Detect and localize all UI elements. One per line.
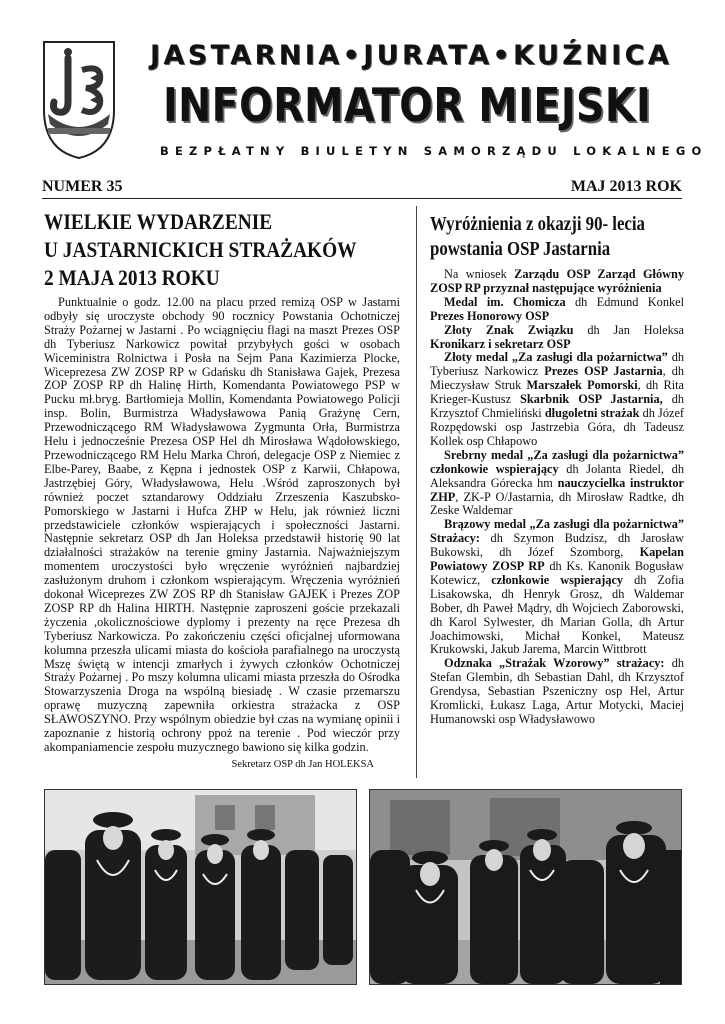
headline-line: Wyróżnienia z okazji 90- lecia <box>430 213 645 235</box>
headline-line: powstania OSP Jastarnia <box>430 238 611 260</box>
awards-paragraph <box>430 296 684 324</box>
bold-run: nauczycielka instruktor ZHP <box>430 475 684 504</box>
text-run: dh Krzysztof Chmieliński <box>430 392 684 421</box>
headline-line: WIELKIE WYDARZENIE <box>44 209 273 234</box>
headline-line: U JASTARNICKICH STRAŻAKÓW <box>44 237 357 262</box>
bold-run: Odznaka „Strażak Wzorowy” strażacy: <box>444 656 665 671</box>
awards-paragraph <box>430 324 684 352</box>
bold-run: członkowie wspierający <box>491 572 624 587</box>
bold-run: Prezes Honorowy OSP <box>430 308 550 323</box>
issue-bar <box>42 178 682 199</box>
column-divider <box>416 206 417 778</box>
bold-run: Złoty Znak Związku <box>444 322 574 337</box>
awards-paragraph <box>430 268 684 296</box>
bold-run: Srebrny medal „Za zasługi dla pożarnictwa” członkowie wspierający <box>430 447 684 476</box>
awards-headline <box>430 212 682 262</box>
masthead-title: INFORMATOR MIEJSKI <box>163 78 652 132</box>
bold-run: Kronikarz i sekretarz OSP <box>430 336 571 351</box>
issue-date: MAJ 2013 ROK <box>570 178 682 195</box>
bold-run: Złoty medal „Za zasługi dla pożarnictwa” <box>444 350 668 365</box>
awards-paragraph <box>430 657 684 727</box>
masthead-subtitle: BEZPŁATNY BIULETYN SAMORZĄDU LOKALNEGO <box>160 144 708 158</box>
photo-firefighters-parade <box>44 789 357 985</box>
main-article-headline <box>44 208 405 292</box>
bold-run: Prezes OSP Jastarnia <box>544 364 663 379</box>
text-run: , dh Mieczysław Struk <box>430 364 684 393</box>
main-article <box>44 208 400 770</box>
text-run: dh Stefan Glembin, dh Sebastian Dahl, dh Krzysztof Grendysa, Sebastian Pszeniczny osp Hel, Artur Kromlicki, Łukasz Laga, Artur Motycki, Maciej Humanowski osp Władysławowo <box>430 656 684 726</box>
bold-run: Kapelan Powiatowy ZOSP RP <box>430 545 684 574</box>
coat-of-arms-logo <box>42 40 116 160</box>
text-run: dh Jan Holeksa <box>573 322 684 337</box>
text-run: dh Jolanta Riedel, dh Aleksandra Górecka hm <box>430 461 684 490</box>
text-run: dh Szymon Budzisz, dh Jarosław Bukowski, dh Józef Szomborg, <box>430 531 684 560</box>
headline-line: 2 MAJA 2013 ROKU <box>44 265 220 290</box>
article-signature: Sekretarz OSP dh Jan HOLEKSA <box>231 758 374 770</box>
text-run: , dh Rita Krieger-Kustusz <box>430 378 684 407</box>
text-run: dh Tyberiusz Narkowicz <box>430 350 684 379</box>
photo-award-ceremony <box>369 789 682 985</box>
bold-run: Medal im. Chomicza <box>444 294 566 309</box>
bold-run: Skarbnik OSP Jastarnia, <box>520 392 663 407</box>
awards-body <box>430 268 684 727</box>
text-run: dh Edmund Konkel <box>565 294 684 309</box>
bold-run: Zarządu OSP Zarząd Główny ZOSP RP przyznał następujące wyróżnienia <box>430 267 684 295</box>
masthead-towns: JASTARNIA•JURATA•KUŹNICA <box>150 40 673 71</box>
text-run: , ZK-P O/Jastarnia, dh Mirosław Radtke, dh Zeske Waldemar <box>430 489 684 518</box>
bold-run: Brązowy medal „Za zasługi dla pożarnictwa” Strażacy: <box>430 517 684 546</box>
bold-run: długoletni strażak <box>544 406 640 421</box>
text-run: dh Zofia Lisakowska, dh Henryk Grosz, dh Waldemar Bober, dh Paweł Mądry, dh Wojciech Zaborowski, dh Karol Sylwester, dh Marian Golla, dh Artur Joachimowski, Michał Konkel, Mateusz Krukowski, Jakub Jarema, Marcin Wittbrott <box>430 572 684 657</box>
bold-run: Marszałek Pomorski <box>526 378 638 393</box>
awards-paragraph <box>430 518 684 657</box>
issue-number: NUMER 35 <box>42 178 123 195</box>
text-run: dh Ks. Kanonik Bogusław Kotewicz, <box>430 559 685 587</box>
text-run: dh Józef Rozpędowski osp Jastrzebia Góra, dh Tadeusz Kollek osp Chłapowo <box>430 406 684 448</box>
main-article-body: Punktualnie o godz. 12.00 na placu przed remizą OSP w Jastarni odbyły się uroczyste obchody 90 rocznicy Powstania Ochotniczej Straży Pożarnej w Jastarni . Po wciągnięciu flagi na maszt Prezes OSP dh Tyberiusz Narkowicz powitał przybyłych gości w osobach Wiceministra Rolnictwa i Posła na Sejm Pana Kazimierza Plocke, Wiceprezesa ZW ZOSP RP w Gdańsku dh Stanisława Gajek, Prezesa ZOP ZOSP RP dh Halinę Hirth, Komendanta Powiatowego PSP w Pucku mł.bryg. Bartłomieja Mollin, Komendanta Powiatowego Policji insp. Bolin, Burmistrza Władysławowa Panią Grażynę Cern, Przewodniczącego RM Władysławowa Zygmunta Orła, Burmistrza Helu i jednocześnie Prezesa OSP Hel dh Mirosława Wądołowskiego, Przewodniczącego RM Helu Marka Chroń, delegacje OSP z Niemiec z Elbe-Parey, Baabe, z Kępna i jednostek OSP z Karwii, Chłapowa, Jastrzębiej Góry, Władysławowa, Helu .Wśród zaproszonych był również poczet sztandarowy Oddziału Zrzeszenia Kaszubsko-Pomorskiego w Jastarni i Hufca ZHP w Helu, jak również liczni przedstawiciele członków wspierających i społeczności Jastarni. Następnie sekretarz OSP dh Jan Holeksa przedstawił historię 90 lat działalności strażaków na terenie gminy Jastarnia. Najważniejszym momentem uroczystości było wręczenie wyróżnień najbardziej zasłużonym druhom i członkom wspierającym. Wręczenia wyróżnień dokonał Wiceprezes ZW ZOS RP dh Stanisław GAJEK i Prezes ZOP ZOSP RP dh Halina HIRTH. Następnie zaproszeni goście przekazali życzenia ,okolicznościowe dyplomy i prezenty na ręce Prezesa dh Tyberiusz Narkowicza. Po zakończeniu części oficjalnej uformowana kolumna przeszła ulicami miasta do kościoła parafialnego na uroczystą Mszę świętą w intencji zmarłych i żywych członków Ochotniczej Straży Pożarnej . Po mszy kolumna ulicami miasta przeszła do Ośrodka Stowarzyszenia Droga na wspólną biesiadę . W czasie przemarszu oprawę muzyczną zapewniła orkiestra strażacka z OSP SŁAWOSZYNO. Przy wspólnym obiedzie był czas na wymianę opinii i zapoznanie z historią ochrony ppoż na terenie . Pod wieczór przy akompaniamencie zespołu muzycznego bawiono się kilka godzin. <box>44 295 400 754</box>
awards-article <box>430 212 684 727</box>
awards-paragraph <box>430 351 684 448</box>
awards-paragraph <box>430 449 684 519</box>
text-run: Na wniosek <box>444 267 515 281</box>
